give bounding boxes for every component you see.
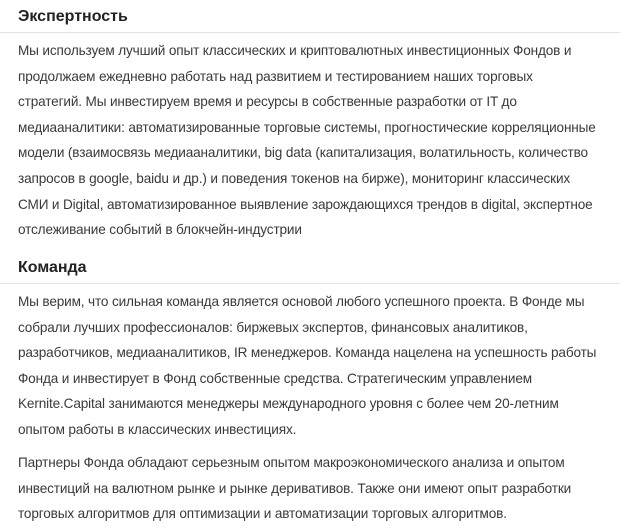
paragraph-line: запросов в google, baidu и др.) и поведения токенов на бирже), мониторинг классических — [18, 170, 571, 186]
paragraph-line: Мы используем лучший опыт классических и криптовалютных инвестиционных Фондов и — [18, 43, 572, 58]
paragraph-line: инвестиций на валютном рынке и рынке деривативов. Также они имеют опыт разработки — [18, 480, 572, 496]
team-paragraph-1 — [18, 289, 618, 443]
section-divider — [0, 32, 620, 33]
paragraph-line: Партнеры Фонда обладают серьезным опытом макроэкономического анализа и опытом — [18, 455, 565, 470]
paragraph-line: модели (взаимосвязь медиааналитики, big data (капитализация, волатильность, количество — [18, 145, 588, 161]
paragraph-line: медиааналитики: автоматизированные торговые системы, прогностические корреляционные — [18, 119, 596, 135]
expertise-paragraph — [18, 38, 618, 243]
paragraph-line: Фонда и инвестирует в Фонд собственные средства. Стратегическим управлением — [18, 370, 532, 386]
paragraph-line: продолжаем ежедневно работать над развитием и тестированием наших торговых — [18, 68, 533, 84]
paragraph-line: отслеживание событий в блокчейн-индустрии — [18, 222, 302, 238]
paragraph-line: торговых алгоритмов для оптимизации и автоматизации торговых алгоритмов. — [18, 506, 507, 522]
section-heading-expertise: Экспертность — [18, 8, 128, 25]
paragraph-line: собрали лучших профессионалов: биржевых экспертов, финансовых аналитиков, — [18, 319, 528, 335]
paragraph-line: Kernite.Capital занимаются менеджеры международного уровня с более чем 20-летним — [18, 396, 559, 412]
paragraph-line: опытом работы в классических инвестициях. — [18, 421, 297, 437]
paragraph-line: СМИ и Digital, автоматизированное выявление зарождающихся трендов в digital, экспертное — [18, 196, 593, 212]
team-paragraph-2 — [18, 450, 618, 527]
paragraph-line: Мы верим, что сильная команда является основой любого успешного проекта. В Фонде мы — [18, 294, 585, 309]
paragraph-line: стратегий. Мы инвестируем время и ресурсы в собственные разработки от IT до — [18, 94, 517, 110]
section-heading-team: Команда — [18, 259, 87, 276]
section-divider — [0, 283, 620, 284]
paragraph-line: разработчиков, медиааналитиков, IR менеджеров. Команда нацелена на успешность работы — [18, 345, 597, 361]
